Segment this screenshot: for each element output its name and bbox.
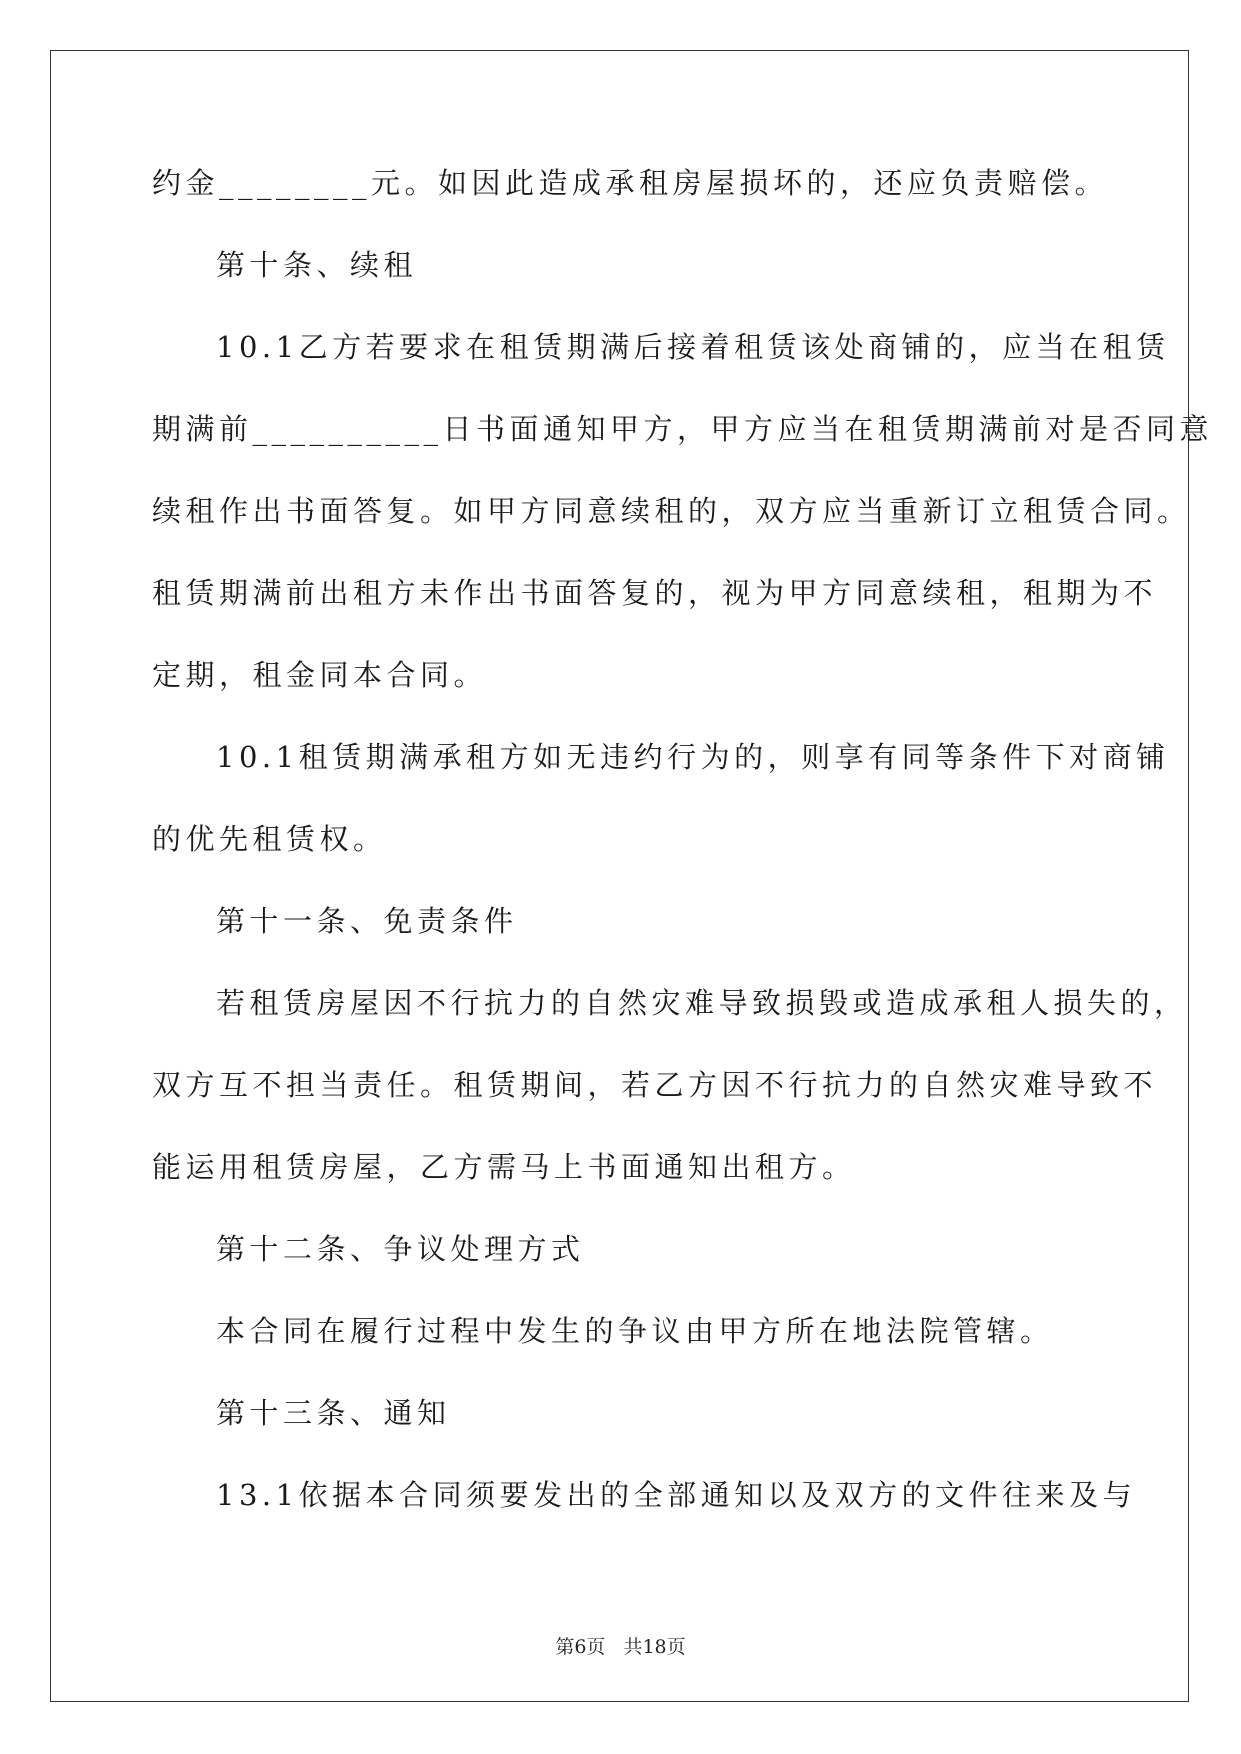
section-heading: 第十三条、通知 bbox=[216, 1396, 451, 1430]
text-line: 13.1依据本合同须要发出的全部通知以及双方的文件往来及与 bbox=[216, 1478, 1137, 1512]
document-body bbox=[152, 163, 1214, 1557]
text-line: 10.1租赁期满承租方如无违约行为的，则享有同等条件下对商铺 bbox=[216, 740, 1170, 774]
page-total: 共18页 bbox=[623, 1636, 686, 1658]
page-footer bbox=[0, 1632, 1241, 1659]
text-line: 双方互不担当责任。租赁期间，若乙方因不行抗力的自然灾难导致不 bbox=[152, 1068, 1158, 1102]
text-line: 本合同在履行过程中发生的争议由甲方所在地法院管辖。 bbox=[216, 1314, 1054, 1348]
text-line: 的优先租赁权。 bbox=[152, 822, 387, 856]
text-line: 能运用租赁房屋，乙方需马上书面通知出租方。 bbox=[152, 1150, 856, 1184]
section-heading: 第十一条、免责条件 bbox=[216, 904, 518, 938]
text-line: 约金________元。如因此造成承租房屋损坏的，还应负责赔偿。 bbox=[152, 166, 1109, 200]
text-line: 期满前__________日书面通知甲方，甲方应当在租赁期满前对是否同意 bbox=[152, 412, 1214, 446]
text-line: 定期，租金同本合同。 bbox=[152, 658, 488, 692]
text-line: 续租作出书面答复。如甲方同意续租的，双方应当重新订立租赁合同。 bbox=[152, 494, 1191, 528]
page-number: 第6页 bbox=[555, 1636, 606, 1658]
section-heading: 第十二条、争议处理方式 bbox=[216, 1232, 585, 1266]
section-heading: 第十条、续租 bbox=[216, 248, 418, 282]
text-line: 租赁期满前出租方未作出书面答复的，视为甲方同意续租，租期为不 bbox=[152, 576, 1158, 610]
text-line: 10.1乙方若要求在租赁期满后接着租赁该处商铺的，应当在租赁 bbox=[216, 330, 1170, 364]
text-line: 若租赁房屋因不行抗力的自然灾难导致损毁或造成承租人损失的， bbox=[216, 986, 1188, 1020]
